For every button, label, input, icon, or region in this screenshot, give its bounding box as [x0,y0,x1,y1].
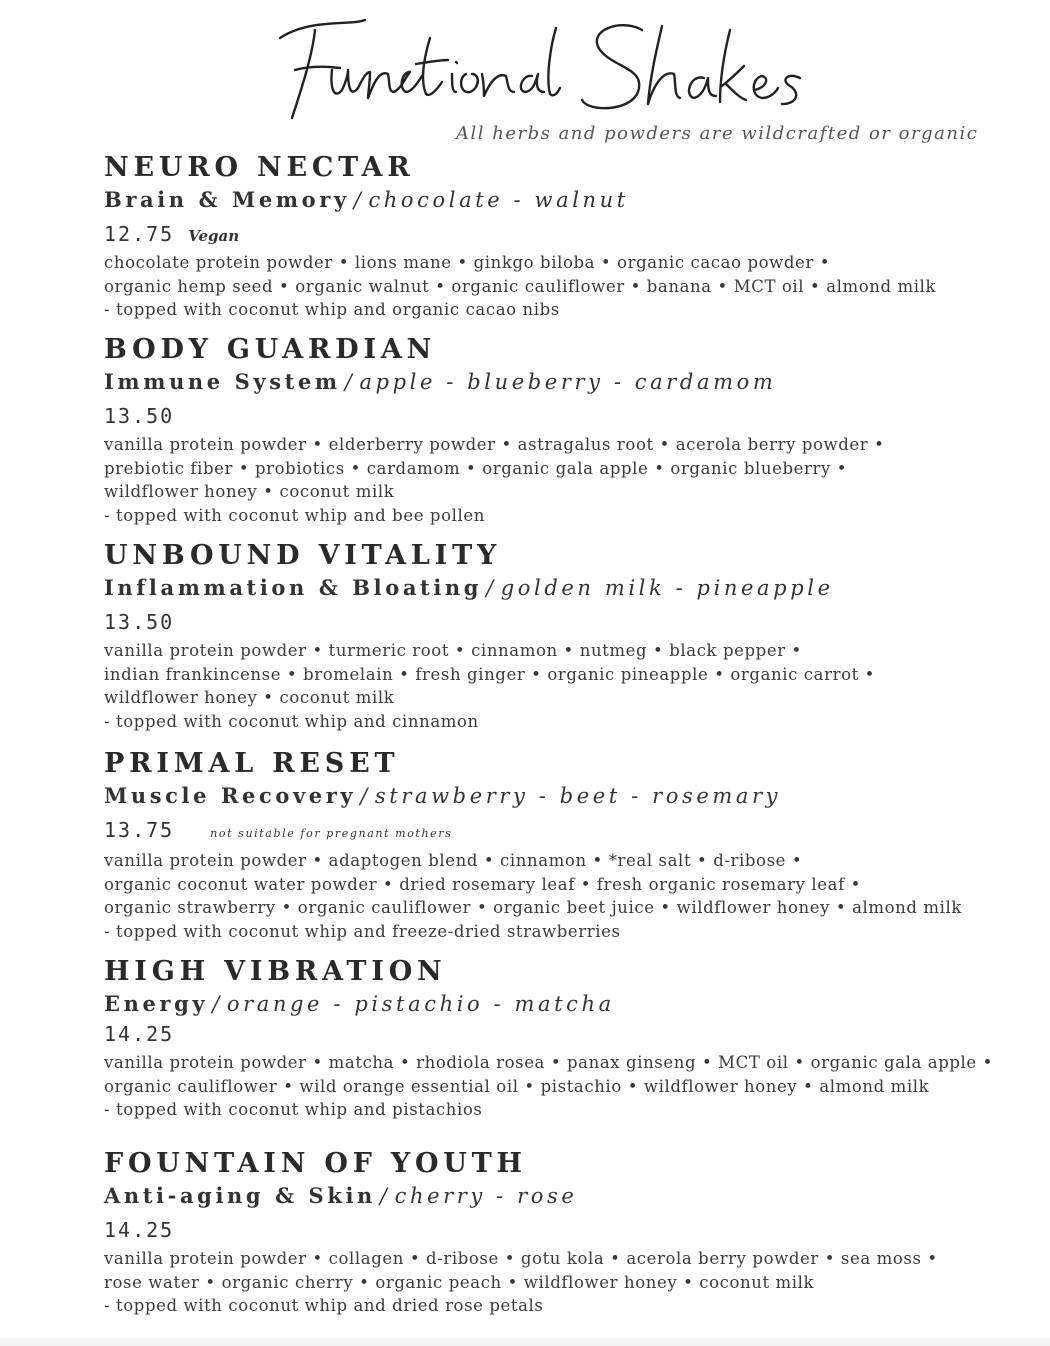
ingredient-line: vanilla protein powder • turmeric root • cinnamon • nutmeg • black pepper • [104,641,802,660]
item-flavors: strawberry - beet - rosemary [374,784,782,808]
item-name: HIGH VIBRATION [104,956,447,987]
topping-line: - topped with coconut whip and dried rose petals [104,1296,544,1315]
item-price: 13.50 [104,610,175,634]
item-name: BODY GUARDIAN [104,334,437,365]
separator-slash: / [379,1184,391,1208]
item-price: 12.75 [104,222,175,246]
item-flavors: orange - pistachio - matcha [226,992,615,1016]
menu-item [104,956,1004,1122]
item-note: Vegan [188,227,240,245]
price-row [104,1215,1004,1247]
topping-line: - topped with coconut whip and pistachios [104,1100,483,1119]
item-price: 14.25 [104,1218,175,1242]
ingredient-line: vanilla protein powder • elderberry powder • astragalus root • acerola berry powder • [104,435,885,454]
item-subtitle [104,989,1004,1019]
ingredient-line: vanilla protein powder • collagen • d-ribose • gotu kola • acerola berry powder • sea moss • [104,1249,938,1268]
ingredient-line: wildflower honey • coconut milk [104,482,395,501]
menu-item [104,152,1004,322]
item-name: PRIMAL RESET [104,748,400,779]
item-subtitle [104,367,1004,397]
topping-line: - topped with coconut whip and freeze-dried strawberries [104,921,621,941]
item-category: Inflammation & Bloating [104,575,483,600]
item-flavors: cherry - rose [394,1184,578,1208]
ingredient-line: vanilla protein powder • matcha • rhodiola rosea • panax ginseng • MCT oil • organic gala apple • [104,1053,993,1072]
ingredient-line: indian frankincense • bromelain • fresh ginger • organic pineapple • organic carrot • [104,664,876,684]
price-row [104,401,1004,433]
menu-subtitle: All herbs and powders are wildcrafted or organic [456,123,979,144]
price-row [104,607,1004,639]
topping-line: - topped with coconut whip and bee pollen [104,505,485,525]
separator-slash: / [486,576,497,600]
menu-item [104,748,1004,943]
ingredient-line: organic coconut water powder • dried rosemary leaf • fresh organic rosemary leaf • [104,874,861,894]
price-row [104,219,1004,251]
ingredient-line: rose water • organic cherry • organic peach • wildflower honey • coconut milk [104,1272,815,1292]
item-category: Immune System [104,369,341,394]
item-name: NEURO NECTAR [104,152,415,183]
ingredient-line: wildflower honey • coconut milk [104,688,395,707]
separator-slash: / [353,188,365,212]
item-flavors: chocolate - walnut [368,188,629,212]
topping-line: - topped with coconut whip and cinnamon [104,711,479,731]
item-subtitle [104,573,1004,603]
item-note: not suitable for pregnant mothers [210,827,453,840]
ingredient-line: organic hemp seed • organic walnut • organic cauliflower • banana • MCT oil • almond milk [104,276,937,296]
price-row [104,1019,1004,1051]
menu-item [104,540,1004,733]
item-price: 13.50 [104,404,175,428]
ingredient-line: chocolate protein powder • lions mane • ginkgo biloba • organic cacao powder • [104,253,831,272]
item-name: FOUNTAIN OF YOUTH [104,1148,527,1179]
ingredient-line: vanilla protein powder • adaptogen blend • cinnamon • *real salt • d-ribose • [104,851,803,870]
ingredient-line: organic cauliflower • wild orange essential oil • pistachio • wildflower honey • almond milk [104,1076,930,1096]
item-flavors: apple - blueberry - cardamom [359,370,777,394]
item-price: 13.75 [104,818,175,842]
menu-title [270,8,810,128]
ingredient-line: prebiotic fiber • probiotics • cardamom • organic gala apple • organic blueberry • [104,458,848,478]
separator-slash: / [212,992,223,1016]
separator-slash: / [344,370,356,394]
item-category: Anti-aging & Skin [104,1183,376,1208]
item-subtitle [104,185,1004,215]
item-subtitle [104,1181,1004,1211]
item-name: UNBOUND VITALITY [104,540,502,571]
ingredient-line: organic strawberry • organic cauliflower • organic beet juice • wildflower honey • almond milk [104,898,963,917]
item-price: 14.25 [104,1022,175,1046]
item-flavors: golden milk - pineapple [500,576,834,600]
menu-item [104,334,1004,527]
page-bottom-edge [0,1338,1050,1346]
item-category: Energy [104,991,209,1016]
item-category: Muscle Recovery [104,783,357,808]
menu-item [104,1148,1004,1318]
topping-line: - topped with coconut whip and organic cacao nibs [104,300,560,319]
menu-title-lettering [270,8,810,128]
price-row [104,815,1004,849]
separator-slash: / [360,784,371,808]
item-subtitle [104,781,1004,811]
item-category: Brain & Memory [104,187,350,212]
